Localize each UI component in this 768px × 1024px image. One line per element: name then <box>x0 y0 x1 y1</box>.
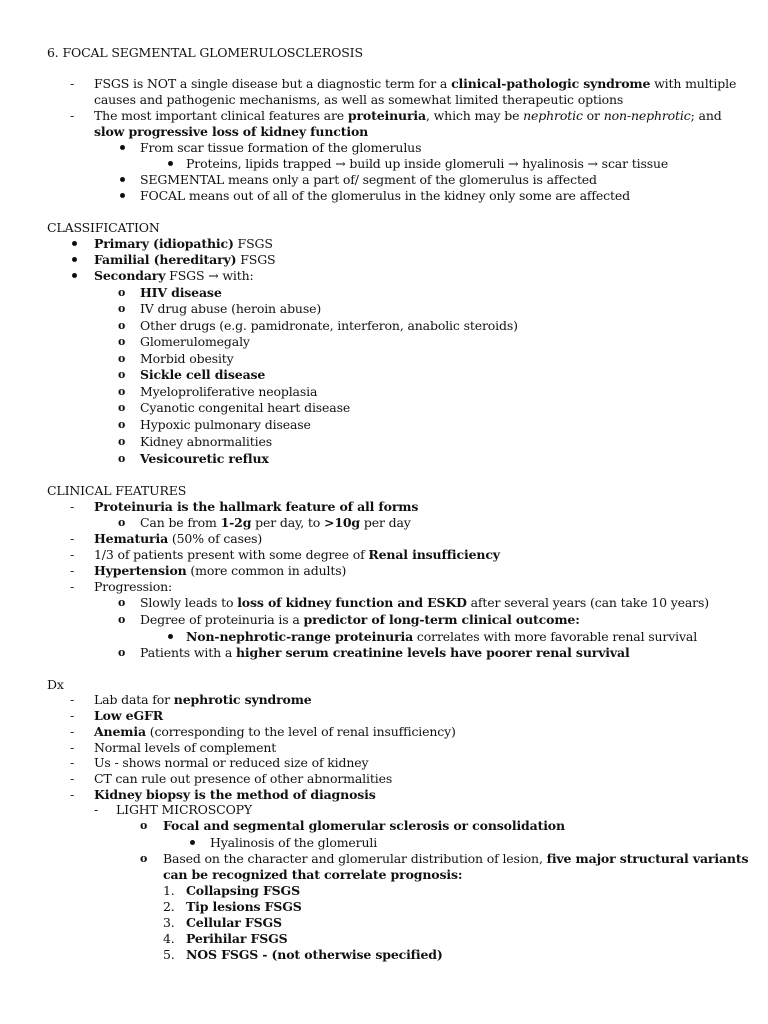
lm-item: Focal and segmental glomerular sclerosis or consolidation <box>163 818 565 833</box>
dx-item: Low eGFR <box>94 708 163 723</box>
class-item: Primary (idiopathic) FSGS <box>94 236 273 251</box>
intro-subitem: From scar tissue formation of the glomerulus <box>140 140 422 155</box>
dash-marker: - <box>70 579 75 594</box>
dx-subheading: LIGHT MICROSCOPY <box>116 802 253 817</box>
variant-label: Tip lesions FSGS <box>186 899 302 914</box>
circle-bullet-icon: o <box>118 319 126 332</box>
dash-marker: - <box>70 563 75 578</box>
circle-bullet-icon: o <box>118 401 126 414</box>
circle-bullet-icon: o <box>118 613 126 626</box>
bullet-icon <box>120 177 125 182</box>
bullet-icon <box>120 145 125 150</box>
secondary-item: Cyanotic congenital heart disease <box>140 400 351 415</box>
circle-bullet-icon: o <box>118 368 126 381</box>
dash-marker: - <box>70 531 75 546</box>
clinical-item: Hypertension (more common in adults) <box>94 563 347 578</box>
clinical-item: 1/3 of patients present with some degree of Renal insufficiency <box>94 547 500 562</box>
dash-marker: - <box>70 787 75 802</box>
dash-marker: - <box>70 708 75 723</box>
secondary-item: Kidney abnormalities <box>140 434 272 449</box>
secondary-item: Glomerulomegaly <box>140 334 250 349</box>
circle-bullet-icon: o <box>140 852 148 865</box>
bullet-icon <box>72 241 77 246</box>
variant-label: Collapsing FSGS <box>186 883 300 898</box>
circle-bullet-icon: o <box>118 452 126 465</box>
lm-item: can be recognized that correlate prognosis: <box>163 867 463 882</box>
page-title: 6. FOCAL SEGMENTAL GLOMERULOSCLEROSIS <box>47 45 363 60</box>
intro-subitem: Proteins, lipids trapped → build up inside glomeruli → hyalinosis → scar tissue <box>186 156 669 171</box>
dash-marker: - <box>70 724 75 739</box>
circle-bullet-icon: o <box>118 335 126 348</box>
secondary-item: HIV disease <box>140 285 222 300</box>
secondary-item: Hypoxic pulmonary disease <box>140 417 311 432</box>
dash-marker: - <box>70 740 75 755</box>
dx-item: CT can rule out presence of other abnormalities <box>94 771 393 786</box>
bullet-icon <box>168 634 173 639</box>
clinical-item: Progression: <box>94 579 173 594</box>
bullet-icon <box>120 193 125 198</box>
progression-item: Degree of proteinuria is a predictor of long-term clinical outcome: <box>140 612 580 627</box>
variant-label: Cellular FSGS <box>186 915 282 930</box>
variant-number: 4. <box>163 931 175 946</box>
dx-item: Kidney biopsy is the method of diagnosis <box>94 787 376 802</box>
dash-marker: - <box>70 755 75 770</box>
variant-label: Perihilar FSGS <box>186 931 288 946</box>
variant-number: 3. <box>163 915 175 930</box>
secondary-item: Other drugs (e.g. pamidronate, interferon, anabolic steroids) <box>140 318 518 333</box>
dash-marker: - <box>70 547 75 562</box>
dash-marker: - <box>70 692 75 707</box>
circle-bullet-icon: o <box>118 596 126 609</box>
secondary-item: Sickle cell disease <box>140 367 266 382</box>
bullet-icon <box>168 161 173 166</box>
circle-bullet-icon: o <box>118 352 126 365</box>
secondary-item: IV drug abuse (heroin abuse) <box>140 301 322 316</box>
section-heading: CLASSIFICATION <box>47 220 160 235</box>
dash-marker: - <box>70 771 75 786</box>
progression-subitem: Non-nephrotic-range proteinuria correlates with more favorable renal survival <box>186 629 698 644</box>
lm-item: Based on the character and glomerular distribution of lesion, five major structural variants <box>163 851 749 866</box>
bullet-icon <box>190 840 195 845</box>
intro-subitem: SEGMENTAL means only a part of/ segment of the glomerulus is affected <box>140 172 597 187</box>
dash-marker: - <box>94 802 99 817</box>
clinical-subitem: Can be from 1-2g per day, to >10g per day <box>140 515 411 530</box>
dash-marker: - <box>70 108 75 123</box>
circle-bullet-icon: o <box>118 516 126 529</box>
clinical-item: Hematuria (50% of cases) <box>94 531 263 546</box>
progression-item: Patients with a higher serum creatinine levels have poorer renal survival <box>140 645 630 660</box>
circle-bullet-icon: o <box>118 418 126 431</box>
variant-number: 1. <box>163 883 175 898</box>
section-heading: Dx <box>47 677 64 692</box>
bullet-icon <box>72 273 77 278</box>
circle-bullet-icon: o <box>140 819 148 832</box>
circle-bullet-icon: o <box>118 302 126 315</box>
intro-line: slow progressive loss of kidney function <box>94 124 369 139</box>
dx-item: Normal levels of complement <box>94 740 277 755</box>
variant-number: 5. <box>163 947 175 962</box>
dx-item: Lab data for nephrotic syndrome <box>94 692 312 707</box>
intro-line: The most important clinical features are proteinuria, which may be nephrotic or non-nephrotic; and <box>94 108 722 123</box>
dx-item: Us - shows normal or reduced size of kidney <box>94 755 369 770</box>
secondary-item: Vesicouretic reflux <box>140 451 269 466</box>
variant-number: 2. <box>163 899 175 914</box>
intro-line: causes and pathogenic mechanisms, as well as somewhat limited therapeutic options <box>94 92 624 107</box>
secondary-item: Myeloproliferative neoplasia <box>140 384 318 399</box>
circle-bullet-icon: o <box>118 646 126 659</box>
section-heading: CLINICAL FEATURES <box>47 483 187 498</box>
class-item: Secondary FSGS → with: <box>94 268 254 283</box>
dash-marker: - <box>70 76 75 91</box>
class-item: Familial (hereditary) FSGS <box>94 252 276 267</box>
progression-item: Slowly leads to loss of kidney function and ESKD after several years (can take 10 years) <box>140 595 709 610</box>
bullet-icon <box>72 257 77 262</box>
secondary-item: Morbid obesity <box>140 351 234 366</box>
dash-marker: - <box>70 499 75 514</box>
variant-label: NOS FSGS - (not otherwise specified) <box>186 947 443 962</box>
circle-bullet-icon: o <box>118 286 126 299</box>
circle-bullet-icon: o <box>118 385 126 398</box>
intro-subitem: FOCAL means out of all of the glomerulus in the kidney only some are affected <box>140 188 630 203</box>
intro-line: FSGS is NOT a single disease but a diagnostic term for a clinical-pathologic syndrome with multiple <box>94 76 737 91</box>
lm-subitem: Hyalinosis of the glomeruli <box>210 835 378 850</box>
circle-bullet-icon: o <box>118 435 126 448</box>
dx-item: Anemia (corresponding to the level of renal insufficiency) <box>94 724 456 739</box>
clinical-item: Proteinuria is the hallmark feature of all forms <box>94 499 419 514</box>
